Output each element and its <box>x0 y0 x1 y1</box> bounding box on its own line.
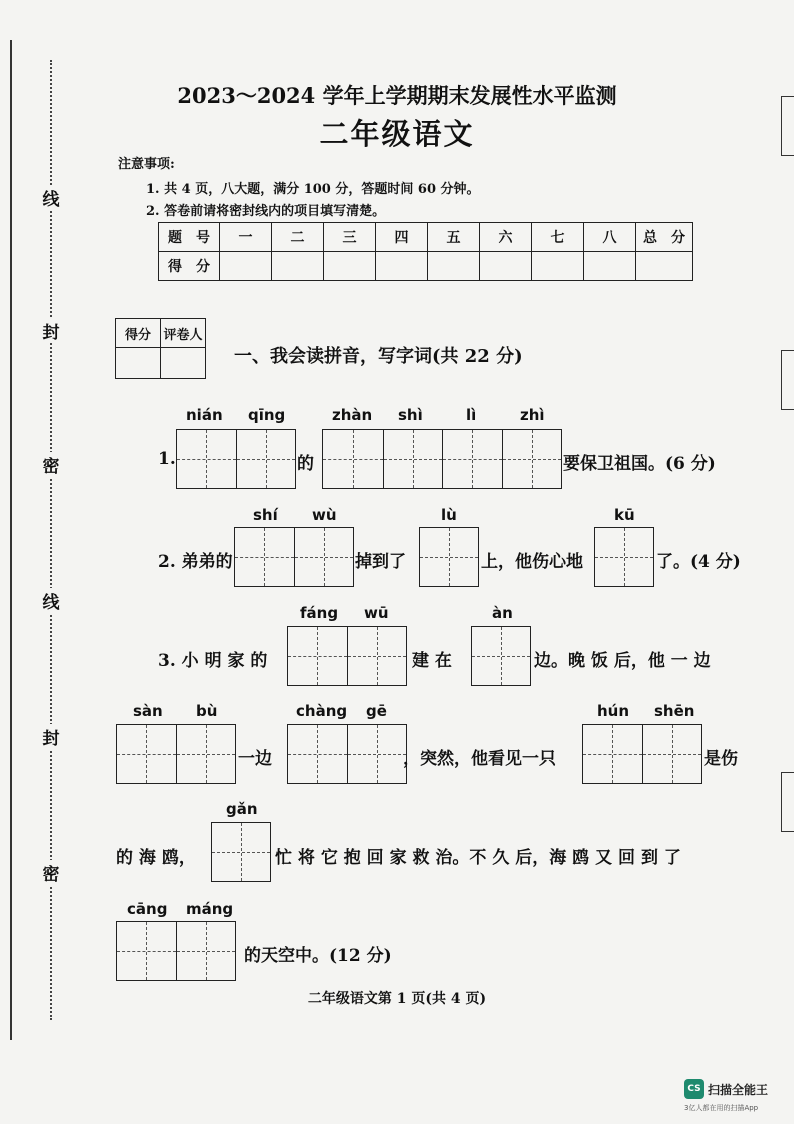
notice-item: 1. 共 4 页，八大题，满分 100 分，答题时间 60 分钟。 <box>146 182 480 197</box>
binding-char: 封 <box>40 724 62 749</box>
writing-grid[interactable] <box>211 822 271 882</box>
score-cell[interactable] <box>220 252 272 281</box>
score-table-header: 题 号 <box>159 223 220 252</box>
score-table-header: 五 <box>428 223 480 252</box>
score-table-header: 一 <box>220 223 272 252</box>
binding-char: 密 <box>40 452 62 477</box>
score-cell[interactable] <box>584 252 636 281</box>
writing-grid[interactable] <box>116 921 236 981</box>
pinyin: hún <box>597 702 630 720</box>
writing-grid[interactable] <box>287 724 407 784</box>
pinyin: nián <box>186 406 223 424</box>
writing-grid[interactable] <box>287 626 407 686</box>
score-cell[interactable] <box>324 252 376 281</box>
writing-grid[interactable] <box>419 527 479 587</box>
score-cell[interactable] <box>428 252 480 281</box>
pinyin: gē <box>366 702 387 720</box>
question-text: 了。(4 分) <box>656 552 741 572</box>
page-footer: 二年级语文第 1 页(共 4 页) <box>307 991 487 1007</box>
score-cell[interactable] <box>636 252 693 281</box>
notice-heading: 注意事项: <box>118 157 175 172</box>
pinyin: wū <box>364 604 389 622</box>
writing-grid[interactable] <box>176 429 296 489</box>
score-table-header: 四 <box>376 223 428 252</box>
writing-grid[interactable] <box>582 724 702 784</box>
pinyin: chàng <box>296 702 348 720</box>
writing-grid[interactable] <box>471 626 531 686</box>
watermark-app-name: 扫描全能王 <box>708 1083 769 1097</box>
writing-grid[interactable] <box>594 527 654 587</box>
pinyin: fáng <box>300 604 339 622</box>
grader-score-label: 得分 <box>116 319 161 348</box>
score-cell[interactable] <box>532 252 584 281</box>
binding-char: 线 <box>40 588 62 613</box>
question-text: 的 <box>297 454 314 474</box>
pinyin: zhàn <box>332 406 373 424</box>
score-cell[interactable] <box>480 252 532 281</box>
grader-table <box>115 318 206 379</box>
question-text: 掉到了 <box>355 552 406 572</box>
score-table-header: 二 <box>272 223 324 252</box>
pinyin: zhì <box>520 406 545 424</box>
pinyin: sàn <box>133 702 163 720</box>
grader-score-cell[interactable] <box>116 348 161 379</box>
pinyin: shēn <box>654 702 695 720</box>
question-text: 建 在 <box>412 651 452 671</box>
pinyin: shí <box>253 506 278 524</box>
score-row-label: 得 分 <box>159 252 220 281</box>
writing-grid[interactable] <box>322 429 562 489</box>
question-text: 2. 弟弟的 <box>158 552 233 572</box>
pinyin: gǎn <box>226 800 258 818</box>
question-text: 是伤 <box>704 749 738 769</box>
question-text: ，突然，他看见一只 <box>403 749 556 769</box>
question-text: 要保卫祖国。(6 分) <box>563 454 716 474</box>
pinyin: cāng <box>127 900 168 918</box>
exam-title: 2023～2024 学年上学期期末发展性水平监测 <box>177 83 617 108</box>
score-cell[interactable] <box>272 252 324 281</box>
pinyin: wù <box>312 506 337 524</box>
next-page-edge <box>781 772 794 832</box>
pinyin: àn <box>492 604 513 622</box>
next-page-edge <box>781 350 794 410</box>
pinyin: lù <box>441 506 457 524</box>
score-table-header: 七 <box>532 223 584 252</box>
section-title: 一、我会读拼音，写字词(共 22 分) <box>234 346 523 367</box>
binding-char: 封 <box>40 318 62 343</box>
pinyin: lì <box>466 406 477 424</box>
pinyin: shì <box>398 406 423 424</box>
writing-grid[interactable] <box>234 527 354 587</box>
question-text: 3. 小 明 家 的 <box>158 651 268 671</box>
watermark-subtitle: 3亿人都在用的扫描App <box>684 1104 759 1112</box>
pinyin: kū <box>614 506 635 524</box>
score-table-header: 三 <box>324 223 376 252</box>
question-text: 的 海 鸥， <box>116 848 196 868</box>
pinyin: bù <box>196 702 218 720</box>
score-table <box>158 222 693 281</box>
question-text: 的天空中。(12 分) <box>244 946 392 966</box>
camscanner-logo-icon: CS <box>684 1079 704 1099</box>
notice-item: 2. 答卷前请将密封线内的项目填写清楚。 <box>146 204 386 219</box>
grader-name-cell[interactable] <box>161 348 206 379</box>
question-text: 上，他伤心地 <box>481 552 583 572</box>
grader-name-label: 评卷人 <box>161 319 206 348</box>
writing-grid[interactable] <box>116 724 236 784</box>
question-text: 忙 将 它 抱 回 家 救 治。不 久 后，海 鸥 又 回 到 了 <box>275 848 681 868</box>
score-table-header: 八 <box>584 223 636 252</box>
score-table-header: 总 分 <box>636 223 693 252</box>
pinyin: qīng <box>248 406 286 424</box>
score-cell[interactable] <box>376 252 428 281</box>
question-number: 1. <box>158 449 176 469</box>
question-text: 一边 <box>238 749 272 769</box>
subject-title: 二年级语文 <box>319 117 475 151</box>
question-text: 边。晚 饭 后，他 一 边 <box>534 651 711 671</box>
binding-char: 密 <box>40 860 62 885</box>
score-table-header: 六 <box>480 223 532 252</box>
binding-line <box>10 40 12 1040</box>
pinyin: máng <box>186 900 234 918</box>
binding-char: 线 <box>40 185 62 210</box>
